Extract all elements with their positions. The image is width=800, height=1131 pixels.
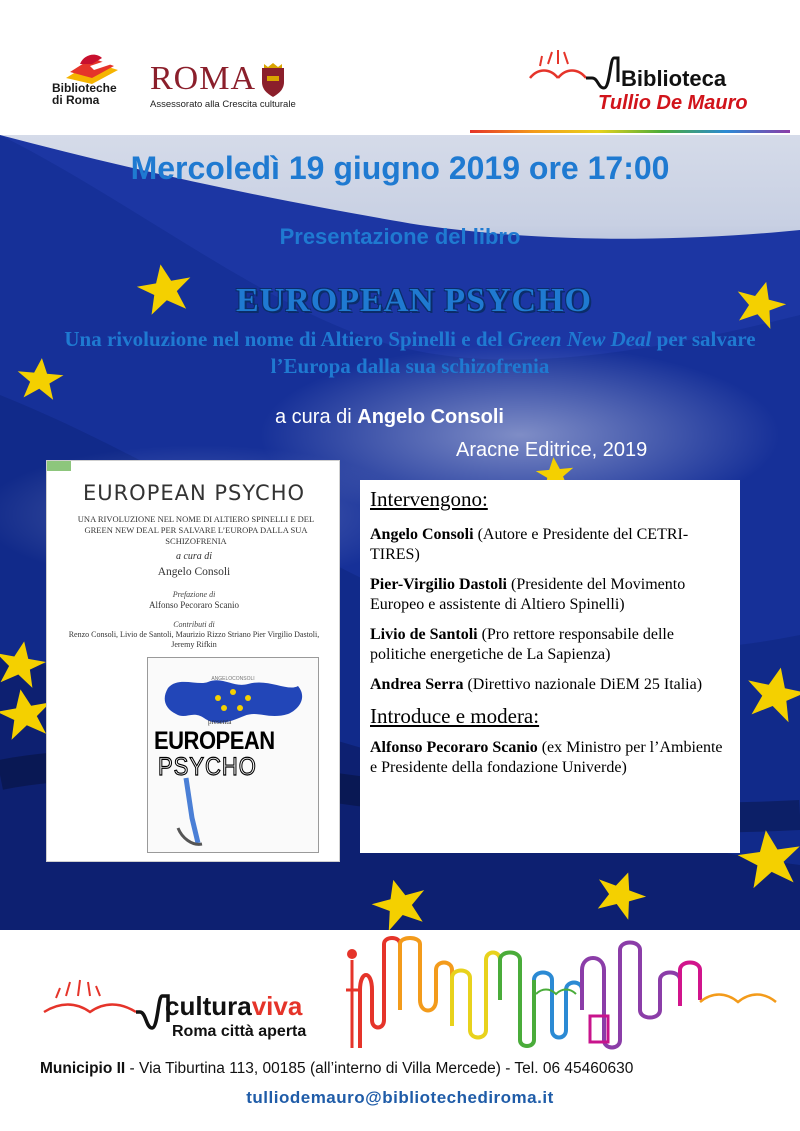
subtitle-part1: Una rivoluzione nel nome di Altiero Spinelli e del [64, 327, 508, 351]
cover-inner-small: ANGELOCONSOLI [211, 676, 255, 682]
moderator-role: (ex Ministro per l’Ambiente e Presidente della fondazione Univerde) [370, 739, 723, 776]
roma-logo-subtitle: Assessorato alla Crescita culturale [150, 99, 296, 110]
culturaviva-subtitle: Roma città aperta [172, 1023, 307, 1040]
speaker-name: Angelo Consoli [370, 526, 474, 543]
speaker-role: (Presidente del Movimento Europeo e assistente di Altiero Spinelli) [370, 576, 686, 613]
biblioteca-tullio-de-mauro-logo [528, 38, 768, 118]
curated-prefix: a cura di [275, 406, 358, 428]
speaker-entry [370, 625, 730, 665]
speaker-entry [370, 525, 730, 565]
cover-illustration [147, 657, 319, 853]
event-intro: Presentazione del libro [279, 224, 521, 249]
book-title: EUROPEAN PSYCHO [236, 282, 592, 319]
address-text: - Via Tiburtina 113, 00185 (all’interno di Villa Mercede) - Tel. 06 45460630 [125, 1060, 634, 1077]
subtitle-part2: per salvare l’Europa dalla sua schizofrenia [270, 327, 756, 378]
biblioteche-logo-line1: Biblioteche [52, 81, 117, 95]
cover-inner-word2: PSYCHO [158, 752, 257, 781]
roma-logo [150, 62, 300, 117]
moderator-heading: Introduce e modera: [370, 704, 540, 728]
speakers-panel [360, 480, 740, 853]
cover-author: Angelo Consoli [157, 566, 231, 578]
biblioteche-logo-line2: di Roma [52, 93, 100, 107]
cover-preface-author: Alfonso Pecoraro Scanio [149, 600, 239, 610]
library-name-line1: Biblioteca [621, 66, 727, 91]
cover-curated-label: a cura di [175, 551, 213, 562]
cover-subtitle: UNA RIVOLUZIONE NEL NOME DI ALTIERO SPINELLI E DEL GREEN NEW DEAL PER SALVARE L’EUROPA DALLA SUA SCHIZOFRENIA [77, 514, 315, 546]
speaker-entry [370, 575, 730, 615]
library-name-line2: Tullio De Mauro [598, 92, 748, 114]
book-icon [62, 52, 122, 84]
event-date-time: Mercoledì 19 giugno 2019 ore 17:00 [130, 150, 670, 186]
speaker-name: Pier-Virgilio Dastoli [370, 576, 507, 593]
cover-inner-presenta: presenta [208, 718, 232, 726]
speaker-role: (Pro rettore responsabile delle politiche energetiche de La Sapienza) [370, 626, 674, 663]
culturaviva-logo-word [165, 991, 302, 1022]
contact-email-link[interactable]: tulliodemauro@bibliotechediroma.it [246, 1088, 554, 1107]
curated-by [275, 406, 504, 429]
cover-title: EUROPEAN PSYCHO [82, 481, 306, 505]
address-line [40, 1060, 780, 1078]
speaker-role: (Direttivo nazionale DiEM 25 Italia) [463, 676, 703, 693]
book-cover [46, 460, 340, 862]
speakers-heading: Intervengono: [370, 487, 488, 511]
cover-tab [47, 461, 71, 471]
moderator-name: Alfonso Pecoraro Scanio [370, 739, 538, 756]
roma-shield-icon [258, 62, 288, 98]
header [0, 0, 800, 135]
speaker-name: Livio de Santoli [370, 626, 478, 643]
biblioteche-di-roma-logo [52, 52, 132, 112]
book-subtitle [30, 326, 790, 380]
culturaviva-part2: viva [251, 991, 303, 1021]
footer [0, 930, 800, 1131]
rainbow-divider [470, 130, 790, 133]
publisher: Aracne Editrice, 2019 [456, 439, 648, 461]
roma-logo-word: ROMA [150, 60, 257, 97]
cover-contributors: Renzo Consoli, Livio de Santoli, Maurizio Rizzo Striano Pier Virgilio Dastoli, Jeremy Rifkin [68, 630, 320, 649]
speaker-entry [370, 675, 730, 695]
culturaviva-skyline-icon [0, 930, 800, 1070]
speaker-role: (Autore e Presidente del CETRI-TIRES) [370, 526, 689, 563]
cover-inner-word1: EUROPEAN [154, 726, 275, 755]
cover-preface-label: Prefazione di [172, 590, 216, 599]
cover-contributors-label: Contributi di [173, 620, 215, 629]
moderator-entry [370, 738, 730, 778]
culturaviva-part1: cultura [165, 991, 252, 1021]
municipio-label: Municipio II [40, 1060, 126, 1077]
subtitle-italic: Green New Deal [507, 327, 652, 351]
curated-name: Angelo Consoli [357, 406, 504, 428]
speaker-name: Andrea Serra [370, 676, 464, 693]
library-book-icon [528, 38, 620, 94]
